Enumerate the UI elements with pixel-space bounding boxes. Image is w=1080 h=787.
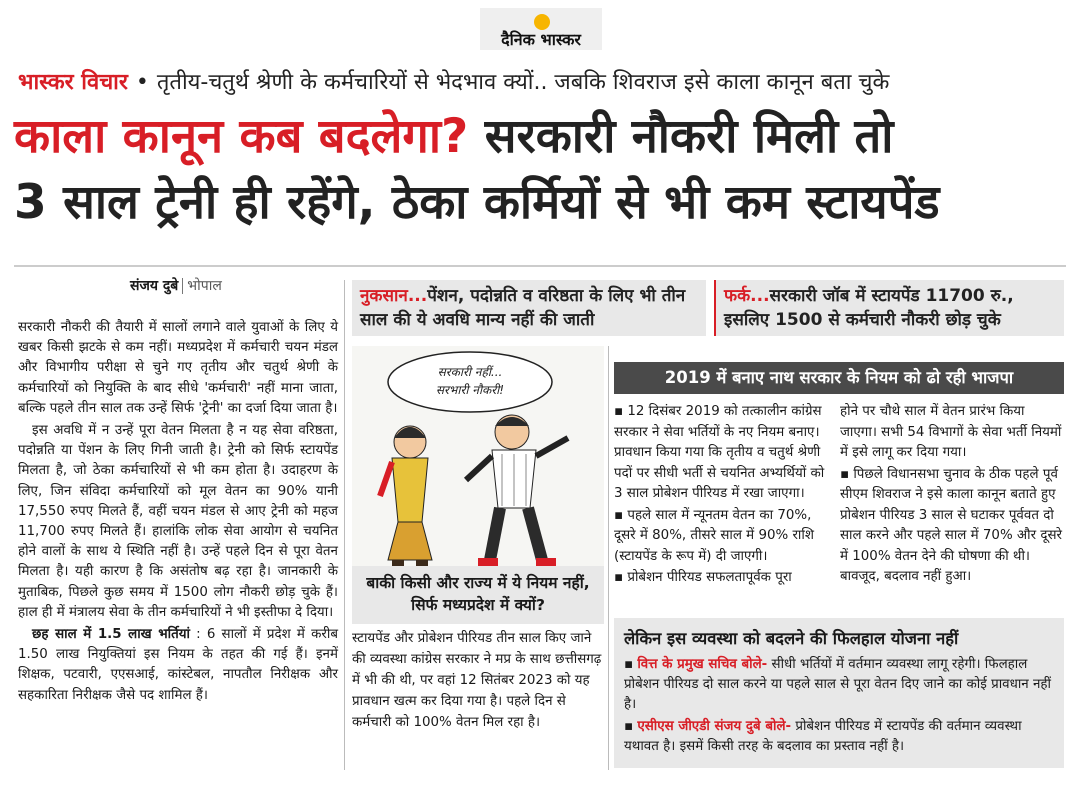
nuksan-lead: नुकसान... — [360, 286, 428, 306]
rule-item-2: ▪ पहले साल में न्यूनतम वेतन का 70%, दूसरे में 80%, तीसरे साल में 90% राशि (स्टायपेंड के रूप में) दी जाएगी। — [614, 507, 814, 564]
quote-finance-secretary: ▪ वित्त के प्रमुख सचिव बोले- सीधी भर्तियों में वर्तमान व्यवस्था लागू रहेगी। फिलहाल प्रोबेशन पीरियड दो साल करने या पहले साल से पूरा वेतन दिए जाने का कोई प्रावधान नहीं है। — [624, 657, 1052, 712]
rule-item-1: ▪ 12 दिसंबर 2019 को तत्कालीन कांग्रेस सरकार ने सेवा भर्तियों के नए नियम बनाए। प्रावधान किया गया कि तृतीय व चतुर्थ श्रेणी पदों पर सीधी भर्ती से चयनित अभ्यर्थियों को 3 साल प्रोबेशन पीरियड में रखा जाएगा। — [614, 404, 825, 501]
kicker-label: भास्कर विचार — [18, 70, 128, 95]
rule-item-4: ▪ पिछले विधानसभा चुनाव के ठीक पहले पूर्व सीएम शिवराज ने इसे काला कानून बताते हुए प्रोबेशन पीरियड 3 साल से घटाकर पूर्ववत दो साल करने और पहले साल में 70% और दूसरे में 100% वेतन देने की घोषणा की थी। बावजूद, बदलाव नहीं हुआ। — [840, 466, 1062, 584]
cartoon-drawing — [352, 346, 604, 578]
rule-item-3: ▪ प्रोबेशन पीरियड सफलतापूर्वक पूरा — [614, 570, 792, 585]
quote-speaker: एसीएस जीएडी संजय दुबे बोले- — [637, 719, 792, 734]
main-article-column — [18, 318, 338, 708]
byline-author: संजय दुबे — [130, 278, 179, 294]
kicker-text: तृतीय-चतुर्थ श्रेणी के कर्मचारियों से भेदभाव क्यों.. जबकि शिवराज इसे काला कानून बता चुके — [156, 70, 890, 95]
quote-speaker: वित्त के प्रमुख सचिव बोले- — [637, 657, 768, 672]
no-change-box — [614, 618, 1064, 768]
article-paragraph-1: सरकारी नौकरी की तैयारी में सालों लगाने वाले युवाओं के लिए ये खबर किसी झटके से कम नहीं। मध्यप्रदेश में कर्मचारी चयन मंडल और विभागीय परीक्षा से चुने गए तृतीय और चतुर्थ श्रेणी के कर्मचारियों को नियुक्ति के बाद सीधे 'कर्मचारी' नहीं माना जाता, बल्कि पहले तीन साल तक उन्हें सिर्फ 'ट्रेनी' का दर्जा दिया जाता है। — [18, 320, 338, 416]
fark-text: सरकारी जॉब में स्टायपेंड 11700 रु., इसलिए 1500 से कर्मचारी नौकरी छोड़ चुके — [724, 286, 1014, 330]
article-subhead: छह साल में 1.5 लाख भर्तियां — [32, 627, 190, 643]
byline — [130, 276, 222, 295]
bullet-icon: ▪ — [840, 466, 850, 482]
article-paragraph-3 — [18, 625, 338, 706]
fark-lead: फर्क... — [724, 286, 770, 306]
headline-line-1 — [14, 104, 1074, 170]
headline-black-part: सरकारी नौकरी मिली तो — [484, 109, 894, 164]
masthead-logo — [480, 8, 602, 50]
masthead-name: दैनिक भास्कर — [501, 30, 581, 49]
bullet-icon: ▪ — [614, 570, 624, 585]
bullet-icon: ▪ — [614, 507, 624, 523]
headline-divider — [14, 265, 1066, 267]
headline-line-2: 3 साल ट्रेनी ही रहेंगे, ठेका कर्मियों से भी कम स्टायपेंड — [14, 175, 940, 230]
bullet-icon: ▪ — [614, 404, 624, 419]
svg-text:सरभारी नौकरी!: सरभारी नौकरी! — [435, 383, 505, 397]
rule-item-3-continued: होने पर चौथे साल में वेतन प्रारंभ किया जाएगा। सभी 54 विभागों के सेवा भर्ती नियमों में इसे लागू कर दिया गया। — [840, 404, 1062, 460]
byline-city: भोपाल — [182, 278, 222, 294]
nuksan-box — [352, 280, 706, 336]
bullet-icon: ▪ — [624, 719, 634, 734]
column-divider — [608, 346, 609, 770]
svg-text:सरकारी नहीं...: सरकारी नहीं... — [437, 365, 503, 379]
kicker-separator: • — [135, 70, 149, 95]
chhattisgarh-paragraph: स्टायपेंड और प्रोबेशन पीरियड तीन साल किए जाने की व्यवस्था कांग्रेस सरकार ने मप्र के साथ छत्तीसगढ़ में भी की थी, पर वहां 12 सितंबर 2023 को यह प्रावधान खत्म कर दिया गया है। पहले दिन से कर्मचारी को 100% वेतन मिल रहा है। — [352, 631, 602, 730]
section-banner: 2019 में बनाए नाथ सरकार के नियम को ढो रही भाजपा — [614, 362, 1064, 394]
rules-column-left — [614, 402, 826, 590]
kicker — [18, 66, 1068, 100]
nuksan-text: पेंशन, पदोन्नति व वरिष्ठता के लिए भी तीन साल की ये अवधि मान्य नहीं की जाती — [360, 286, 686, 330]
no-change-title: लेकिन इस व्यवस्था को बदलने की फिलहाल योजना नहीं — [624, 629, 959, 648]
article-paragraph-2: इस अवधि में न उन्हें पूरा वेतन मिलता है न यह सेवा वरिष्ठता, पदोन्नति या पेंशन के लिए गिनी जाती है। ट्रेनी को सिर्फ स्टायपेंड मिलता है, जो ठेका कर्मचारियों से भी कम होता है। उदाहरण के लिए, जिन संविदा कर्मचारियों को मूल वेतन का 90% यानी 17,550 रुपए मिलते हैं, वहीं चयन मंडल से आए ट्रेनी को महज 11,700 रुपए मिलते हैं। हालांकि लोक सेवा आयोग से चयनित होने वालों के साथ ये स्थिति नहीं है। उन्हें पहले दिन से पूरा वेतन मिलता है। यही कारण है कि असंतोष बढ़ रहा है। जानकारी के मुताबिक, पिछले कुछ समय में 1500 लोग नौकरी छोड़ चुके हैं। हाल ही में मंत्रालय सेवा के तीन कर्मचारियों ने भी इस्तीफा दे दिया। — [18, 423, 338, 620]
fark-box — [714, 280, 1064, 336]
quote-acs-gad: ▪ एसीएस जीएडी संजय दुबे बोले- प्रोबेशन पीरियड में स्टायपेंड की वर्तमान व्यवस्था यथावत है। इसमें किसी तरह के बदलाव का प्रस्ताव नहीं है। — [624, 719, 1022, 754]
bullet-icon: ▪ — [624, 657, 634, 672]
rules-column-right — [840, 402, 1062, 589]
headline-red-part: काला कानून कब बदलेगा? — [14, 109, 469, 164]
cartoon-caption: बाकी किसी और राज्य में ये नियम नहीं, सिर्फ मध्यप्रदेश में क्यों? — [352, 566, 604, 624]
cartoon-illustration — [352, 346, 604, 578]
headline — [14, 104, 1074, 236]
article-paragraph-3-text: : 6 सालों में प्रदेश में करीब 1.50 लाख नियुक्तियां इस नियम के तहत की गई हैं। इनमें शिक्षक, पटवारी, एएसआई, कांस्टेबल, नापतौल निरीक्षक और सहकारिता निरीक्षक जैसे पद शामिल हैं। — [18, 627, 338, 703]
column-divider — [344, 280, 345, 770]
